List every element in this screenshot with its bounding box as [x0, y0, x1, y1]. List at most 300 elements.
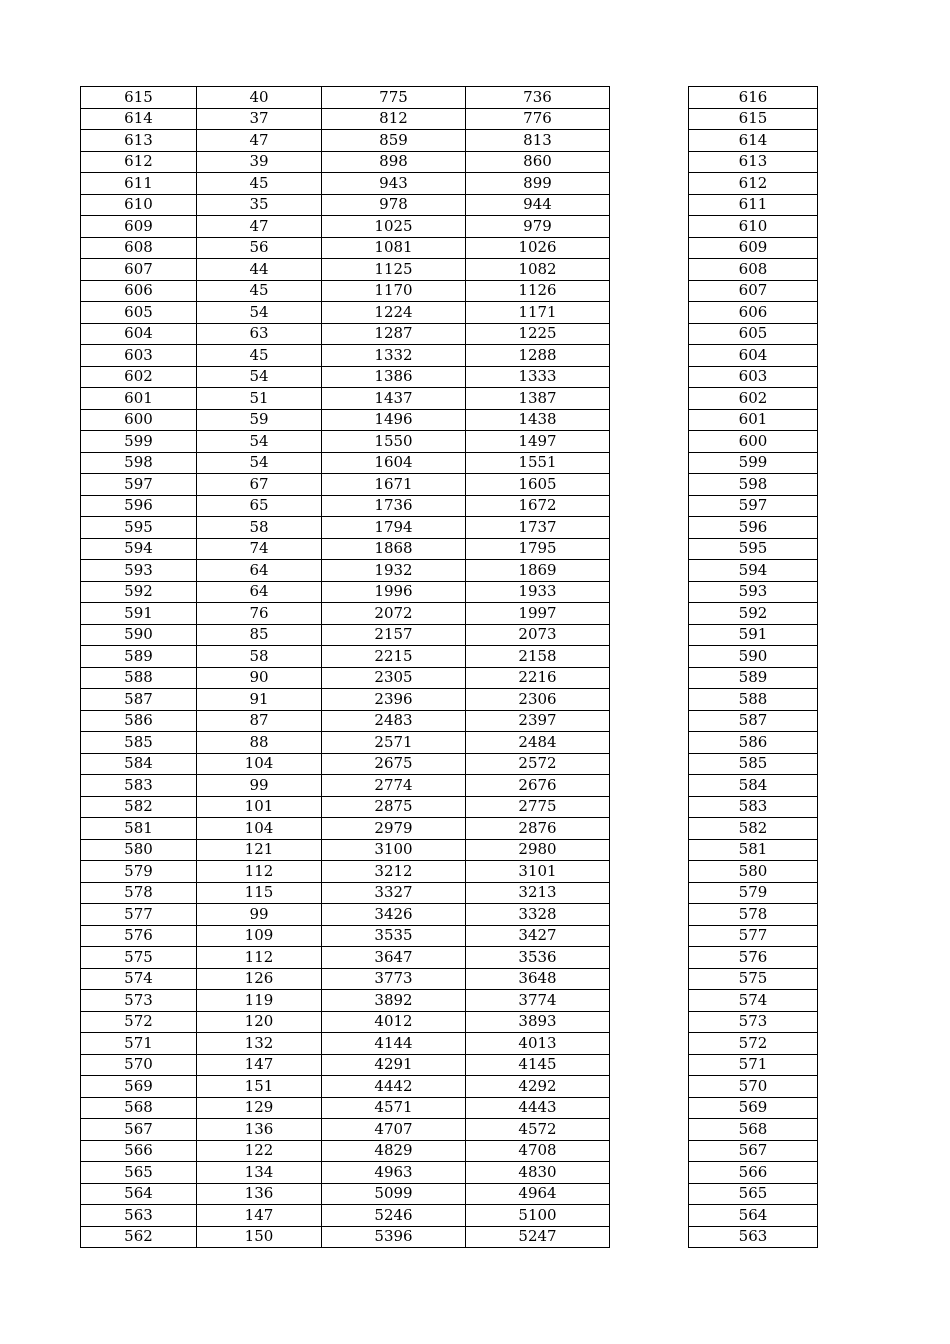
side-score-cell: 585	[689, 753, 818, 775]
score-cell: 587	[81, 689, 197, 711]
table-row	[81, 323, 610, 345]
table-row	[689, 947, 818, 969]
side-score-cell: 578	[689, 904, 818, 926]
cumulative-cell: 3892	[322, 990, 466, 1012]
count-cell: 35	[197, 194, 322, 216]
count-cell: 74	[197, 538, 322, 560]
table-row	[81, 925, 610, 947]
count-cell: 87	[197, 710, 322, 732]
score-cell: 592	[81, 581, 197, 603]
score-cell: 570	[81, 1054, 197, 1076]
table-row	[689, 409, 818, 431]
score-cell: 593	[81, 560, 197, 582]
cumulative-cell: 1996	[322, 581, 466, 603]
cumulative-cell: 943	[322, 173, 466, 195]
side-score-cell: 612	[689, 173, 818, 195]
side-score-cell: 616	[689, 87, 818, 109]
previous-cumulative-cell: 2572	[466, 753, 610, 775]
previous-cumulative-cell: 2306	[466, 689, 610, 711]
table-row	[81, 1119, 610, 1141]
count-cell: 91	[197, 689, 322, 711]
previous-cumulative-cell: 2073	[466, 624, 610, 646]
side-score-cell: 570	[689, 1076, 818, 1098]
table-row	[81, 538, 610, 560]
score-cell: 576	[81, 925, 197, 947]
side-score-cell: 607	[689, 280, 818, 302]
table-row	[81, 603, 610, 625]
score-cell: 589	[81, 646, 197, 668]
previous-cumulative-cell: 1171	[466, 302, 610, 324]
cumulative-cell: 1332	[322, 345, 466, 367]
table-row	[689, 861, 818, 883]
previous-cumulative-cell: 1082	[466, 259, 610, 281]
cumulative-cell: 3100	[322, 839, 466, 861]
cumulative-cell: 3327	[322, 882, 466, 904]
score-cell: 606	[81, 280, 197, 302]
table-row	[689, 904, 818, 926]
score-cell: 602	[81, 366, 197, 388]
cumulative-cell: 2483	[322, 710, 466, 732]
table-row	[81, 968, 610, 990]
cumulative-cell: 1736	[322, 495, 466, 517]
table-row	[689, 818, 818, 840]
side-score-cell: 584	[689, 775, 818, 797]
count-cell: 44	[197, 259, 322, 281]
score-cell: 609	[81, 216, 197, 238]
table-row	[689, 667, 818, 689]
cumulative-cell: 2215	[322, 646, 466, 668]
previous-cumulative-cell: 736	[466, 87, 610, 109]
table-row	[81, 947, 610, 969]
cumulative-cell: 4707	[322, 1119, 466, 1141]
table-row	[81, 560, 610, 582]
table-row	[81, 130, 610, 152]
score-cell: 608	[81, 237, 197, 259]
table-row	[81, 581, 610, 603]
score-cell: 588	[81, 667, 197, 689]
table-row	[689, 603, 818, 625]
side-score-cell: 565	[689, 1183, 818, 1205]
previous-cumulative-cell: 2876	[466, 818, 610, 840]
count-cell: 122	[197, 1140, 322, 1162]
side-score-cell: 576	[689, 947, 818, 969]
count-cell: 115	[197, 882, 322, 904]
side-score-cell: 571	[689, 1054, 818, 1076]
cumulative-cell: 1125	[322, 259, 466, 281]
side-score-cell: 568	[689, 1119, 818, 1141]
side-score-table	[688, 86, 818, 1248]
previous-cumulative-cell: 1333	[466, 366, 610, 388]
count-cell: 90	[197, 667, 322, 689]
count-cell: 147	[197, 1205, 322, 1227]
cumulative-cell: 4963	[322, 1162, 466, 1184]
score-cell: 607	[81, 259, 197, 281]
table-row	[689, 925, 818, 947]
side-score-cell: 590	[689, 646, 818, 668]
previous-cumulative-cell: 5100	[466, 1205, 610, 1227]
table-row	[689, 87, 818, 109]
count-cell: 112	[197, 947, 322, 969]
count-cell: 104	[197, 753, 322, 775]
score-cell: 604	[81, 323, 197, 345]
previous-cumulative-cell: 2158	[466, 646, 610, 668]
previous-cumulative-cell: 2980	[466, 839, 610, 861]
cumulative-cell: 5246	[322, 1205, 466, 1227]
score-cell: 567	[81, 1119, 197, 1141]
side-score-cell: 574	[689, 990, 818, 1012]
side-score-cell: 572	[689, 1033, 818, 1055]
cumulative-cell: 3212	[322, 861, 466, 883]
table-row	[81, 624, 610, 646]
table-row	[689, 732, 818, 754]
cumulative-cell: 775	[322, 87, 466, 109]
side-score-cell: 589	[689, 667, 818, 689]
previous-cumulative-cell: 4708	[466, 1140, 610, 1162]
cumulative-cell: 1550	[322, 431, 466, 453]
score-cell: 577	[81, 904, 197, 926]
table-row	[81, 173, 610, 195]
side-score-table-body	[689, 87, 818, 1248]
score-cell: 600	[81, 409, 197, 431]
cumulative-cell: 4291	[322, 1054, 466, 1076]
table-row	[689, 560, 818, 582]
count-cell: 88	[197, 732, 322, 754]
score-cell: 583	[81, 775, 197, 797]
table-row	[689, 882, 818, 904]
score-cell: 594	[81, 538, 197, 560]
table-row	[689, 474, 818, 496]
cumulative-cell: 2571	[322, 732, 466, 754]
previous-cumulative-cell: 1438	[466, 409, 610, 431]
cumulative-cell: 4571	[322, 1097, 466, 1119]
cumulative-cell: 3647	[322, 947, 466, 969]
cumulative-cell: 3535	[322, 925, 466, 947]
count-cell: 54	[197, 431, 322, 453]
side-score-cell: 597	[689, 495, 818, 517]
table-row	[81, 1140, 610, 1162]
previous-cumulative-cell: 860	[466, 151, 610, 173]
count-cell: 147	[197, 1054, 322, 1076]
side-score-cell: 569	[689, 1097, 818, 1119]
score-cell: 591	[81, 603, 197, 625]
cumulative-cell: 2875	[322, 796, 466, 818]
side-score-cell: 587	[689, 710, 818, 732]
cumulative-cell: 1025	[322, 216, 466, 238]
table-row	[81, 474, 610, 496]
score-cell: 571	[81, 1033, 197, 1055]
score-cell: 610	[81, 194, 197, 216]
side-score-cell: 593	[689, 581, 818, 603]
score-cell: 603	[81, 345, 197, 367]
table-row	[81, 345, 610, 367]
cumulative-cell: 859	[322, 130, 466, 152]
table-row	[81, 194, 610, 216]
table-row	[81, 216, 610, 238]
table-row	[81, 753, 610, 775]
count-cell: 119	[197, 990, 322, 1012]
table-row	[689, 689, 818, 711]
count-cell: 85	[197, 624, 322, 646]
count-cell: 54	[197, 366, 322, 388]
previous-cumulative-cell: 3774	[466, 990, 610, 1012]
cumulative-cell: 1496	[322, 409, 466, 431]
table-row	[81, 431, 610, 453]
score-cell: 562	[81, 1226, 197, 1248]
table-row	[81, 818, 610, 840]
count-cell: 121	[197, 839, 322, 861]
previous-cumulative-cell: 3427	[466, 925, 610, 947]
score-cell: 596	[81, 495, 197, 517]
cumulative-cell: 898	[322, 151, 466, 173]
side-score-cell: 603	[689, 366, 818, 388]
table-row	[689, 624, 818, 646]
table-row	[689, 1183, 818, 1205]
cumulative-cell: 1437	[322, 388, 466, 410]
score-cell: 599	[81, 431, 197, 453]
table-row	[689, 259, 818, 281]
table-row	[689, 581, 818, 603]
previous-cumulative-cell: 1737	[466, 517, 610, 539]
score-cell: 563	[81, 1205, 197, 1227]
table-row	[81, 1205, 610, 1227]
count-cell: 45	[197, 280, 322, 302]
cumulative-cell: 812	[322, 108, 466, 130]
score-table	[80, 86, 610, 1248]
side-score-cell: 611	[689, 194, 818, 216]
cumulative-cell: 2675	[322, 753, 466, 775]
table-row	[81, 1054, 610, 1076]
previous-cumulative-cell: 4443	[466, 1097, 610, 1119]
score-cell: 579	[81, 861, 197, 883]
cumulative-cell: 1287	[322, 323, 466, 345]
previous-cumulative-cell: 1288	[466, 345, 610, 367]
count-cell: 64	[197, 560, 322, 582]
score-cell: 578	[81, 882, 197, 904]
table-row	[689, 388, 818, 410]
previous-cumulative-cell: 1605	[466, 474, 610, 496]
score-cell: 595	[81, 517, 197, 539]
cumulative-cell: 2774	[322, 775, 466, 797]
side-score-cell: 594	[689, 560, 818, 582]
previous-cumulative-cell: 1933	[466, 581, 610, 603]
table-row	[689, 1033, 818, 1055]
count-cell: 45	[197, 173, 322, 195]
previous-cumulative-cell: 4572	[466, 1119, 610, 1141]
previous-cumulative-cell: 2216	[466, 667, 610, 689]
cumulative-cell: 5099	[322, 1183, 466, 1205]
table-row	[81, 237, 610, 259]
table-row	[81, 1183, 610, 1205]
count-cell: 101	[197, 796, 322, 818]
table-row	[81, 409, 610, 431]
side-score-cell: 588	[689, 689, 818, 711]
score-cell: 605	[81, 302, 197, 324]
table-row	[689, 517, 818, 539]
cumulative-cell: 1081	[322, 237, 466, 259]
cumulative-cell: 1224	[322, 302, 466, 324]
table-row	[689, 1011, 818, 1033]
table-row	[81, 882, 610, 904]
count-cell: 136	[197, 1183, 322, 1205]
previous-cumulative-cell: 3328	[466, 904, 610, 926]
count-cell: 47	[197, 216, 322, 238]
table-row	[689, 130, 818, 152]
cumulative-cell: 1170	[322, 280, 466, 302]
cumulative-cell: 1604	[322, 452, 466, 474]
side-score-cell: 591	[689, 624, 818, 646]
table-row	[689, 646, 818, 668]
previous-cumulative-cell: 2775	[466, 796, 610, 818]
cumulative-cell: 2979	[322, 818, 466, 840]
count-cell: 67	[197, 474, 322, 496]
cumulative-cell: 978	[322, 194, 466, 216]
table-row	[689, 968, 818, 990]
table-row	[689, 237, 818, 259]
side-score-cell: 609	[689, 237, 818, 259]
table-row	[81, 517, 610, 539]
table-row	[81, 388, 610, 410]
table-row	[81, 259, 610, 281]
cumulative-cell: 1868	[322, 538, 466, 560]
table-row	[81, 87, 610, 109]
side-score-cell: 610	[689, 216, 818, 238]
table-row	[689, 839, 818, 861]
table-row	[689, 753, 818, 775]
cumulative-cell: 3426	[322, 904, 466, 926]
previous-cumulative-cell: 776	[466, 108, 610, 130]
cumulative-cell: 1386	[322, 366, 466, 388]
side-score-cell: 604	[689, 345, 818, 367]
previous-cumulative-cell: 4964	[466, 1183, 610, 1205]
previous-cumulative-cell: 4292	[466, 1076, 610, 1098]
table-row	[689, 495, 818, 517]
side-score-cell: 566	[689, 1162, 818, 1184]
side-score-cell: 575	[689, 968, 818, 990]
table-row	[81, 839, 610, 861]
previous-cumulative-cell: 3101	[466, 861, 610, 883]
previous-cumulative-cell: 1551	[466, 452, 610, 474]
previous-cumulative-cell: 1869	[466, 560, 610, 582]
count-cell: 109	[197, 925, 322, 947]
count-cell: 47	[197, 130, 322, 152]
count-cell: 54	[197, 302, 322, 324]
table-row	[689, 990, 818, 1012]
count-cell: 99	[197, 775, 322, 797]
table-row	[689, 216, 818, 238]
table-row	[689, 345, 818, 367]
count-cell: 151	[197, 1076, 322, 1098]
table-row	[81, 861, 610, 883]
table-row	[81, 904, 610, 926]
previous-cumulative-cell: 2676	[466, 775, 610, 797]
side-score-cell: 599	[689, 452, 818, 474]
table-row	[689, 173, 818, 195]
score-cell: 564	[81, 1183, 197, 1205]
count-cell: 63	[197, 323, 322, 345]
score-cell: 566	[81, 1140, 197, 1162]
table-row	[689, 280, 818, 302]
table-row	[689, 796, 818, 818]
table-row	[81, 689, 610, 711]
previous-cumulative-cell: 979	[466, 216, 610, 238]
previous-cumulative-cell: 1795	[466, 538, 610, 560]
previous-cumulative-cell: 899	[466, 173, 610, 195]
table-row	[81, 366, 610, 388]
table-row	[81, 990, 610, 1012]
table-row	[689, 1119, 818, 1141]
table-row	[689, 538, 818, 560]
previous-cumulative-cell: 2484	[466, 732, 610, 754]
count-cell: 150	[197, 1226, 322, 1248]
side-score-cell: 573	[689, 1011, 818, 1033]
side-score-cell: 608	[689, 259, 818, 281]
count-cell: 65	[197, 495, 322, 517]
table-row	[81, 732, 610, 754]
table-row	[81, 495, 610, 517]
score-cell: 612	[81, 151, 197, 173]
previous-cumulative-cell: 1387	[466, 388, 610, 410]
previous-cumulative-cell: 1997	[466, 603, 610, 625]
table-row	[689, 108, 818, 130]
previous-cumulative-cell: 3893	[466, 1011, 610, 1033]
score-table-body	[81, 87, 610, 1248]
side-score-cell: 598	[689, 474, 818, 496]
table-row	[689, 1205, 818, 1227]
score-cell: 615	[81, 87, 197, 109]
table-row	[81, 710, 610, 732]
table-row	[689, 1054, 818, 1076]
cumulative-cell: 2157	[322, 624, 466, 646]
score-cell: 581	[81, 818, 197, 840]
score-cell: 573	[81, 990, 197, 1012]
table-row	[81, 1033, 610, 1055]
count-cell: 136	[197, 1119, 322, 1141]
previous-cumulative-cell: 1126	[466, 280, 610, 302]
side-score-cell: 615	[689, 108, 818, 130]
count-cell: 45	[197, 345, 322, 367]
count-cell: 129	[197, 1097, 322, 1119]
previous-cumulative-cell: 3536	[466, 947, 610, 969]
cumulative-cell: 2305	[322, 667, 466, 689]
table-row	[689, 710, 818, 732]
count-cell: 99	[197, 904, 322, 926]
cumulative-cell: 4144	[322, 1033, 466, 1055]
table-row	[81, 1011, 610, 1033]
previous-cumulative-cell: 2397	[466, 710, 610, 732]
table-row	[689, 1162, 818, 1184]
score-cell: 574	[81, 968, 197, 990]
side-score-cell: 602	[689, 388, 818, 410]
score-cell: 584	[81, 753, 197, 775]
table-row	[81, 796, 610, 818]
count-cell: 120	[197, 1011, 322, 1033]
previous-cumulative-cell: 1672	[466, 495, 610, 517]
cumulative-cell: 1932	[322, 560, 466, 582]
count-cell: 59	[197, 409, 322, 431]
side-score-cell: 563	[689, 1226, 818, 1248]
cumulative-cell: 4012	[322, 1011, 466, 1033]
table-row	[81, 1097, 610, 1119]
side-score-cell: 605	[689, 323, 818, 345]
table-row	[689, 775, 818, 797]
score-cell: 598	[81, 452, 197, 474]
score-cell: 613	[81, 130, 197, 152]
side-score-cell: 595	[689, 538, 818, 560]
table-row	[81, 646, 610, 668]
count-cell: 58	[197, 646, 322, 668]
table-row	[689, 1076, 818, 1098]
table-row	[689, 323, 818, 345]
